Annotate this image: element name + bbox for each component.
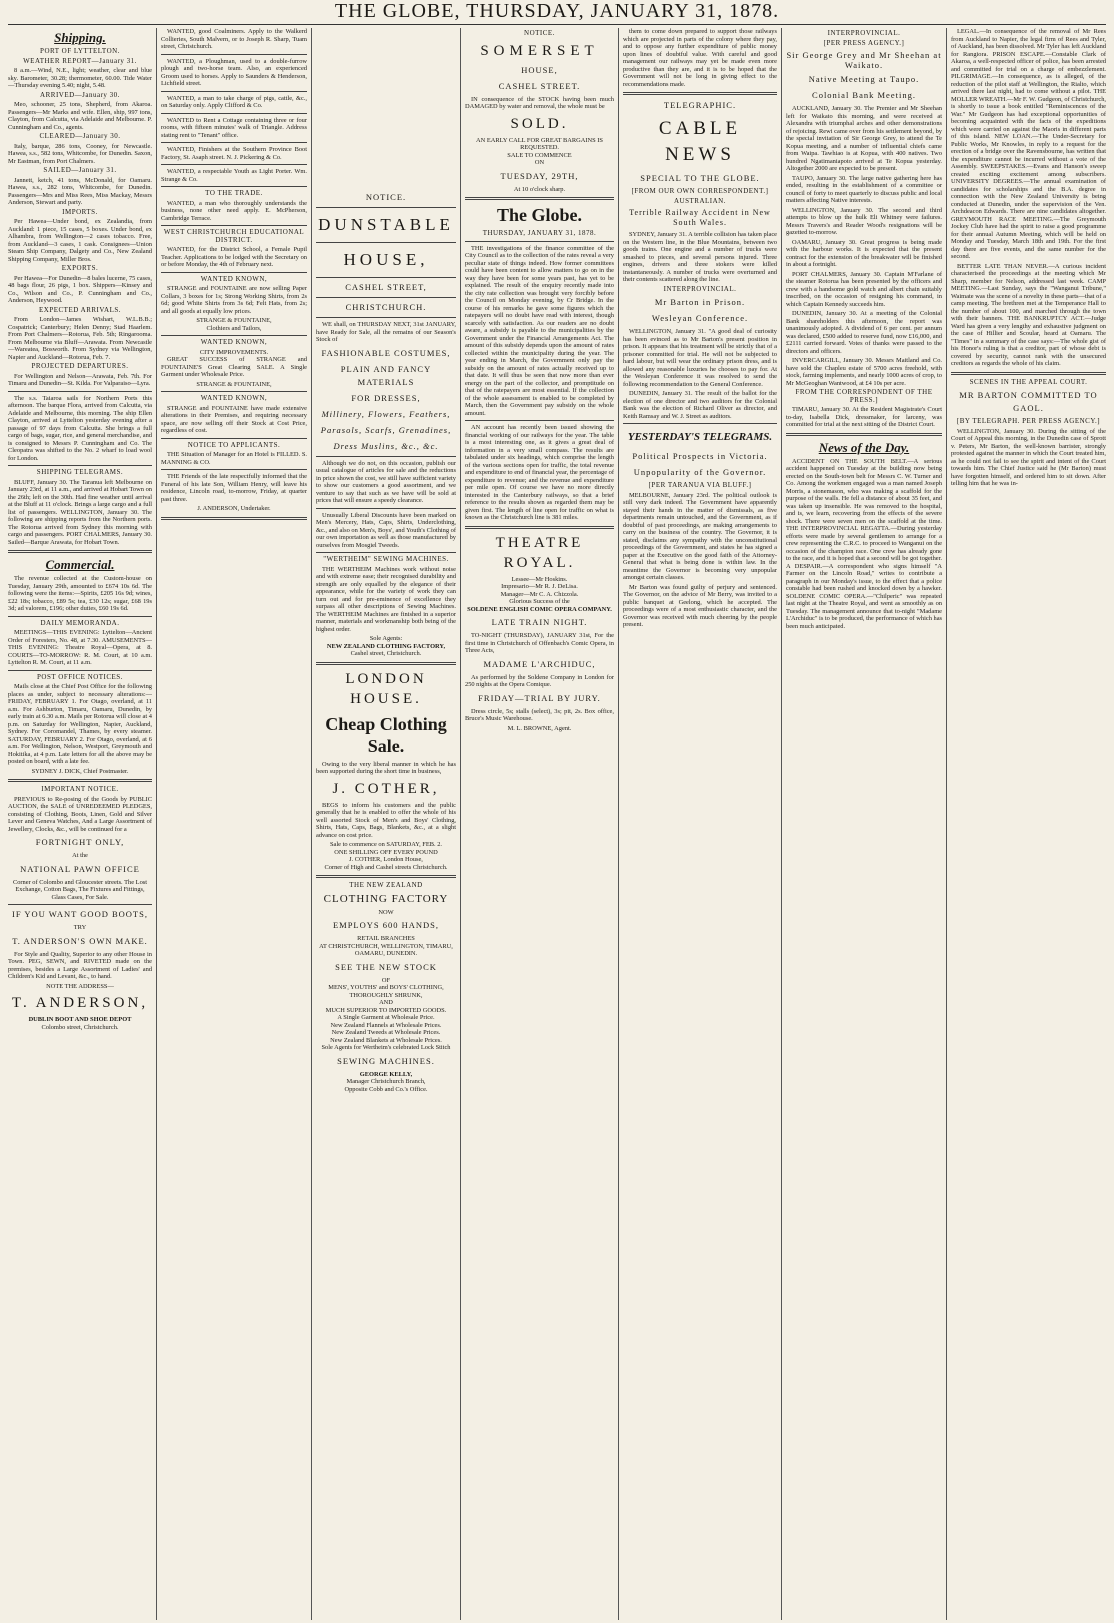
paragraph: OAMARU, January 30. Great progress is being made with the harbour works. It is expected that the present contract for the extension of the breakwater will be finished in about a fortnight. bbox=[786, 238, 942, 268]
column-news-continued bbox=[951, 28, 1106, 1620]
subheading: [PER PRESS AGENCY.] bbox=[823, 38, 905, 47]
subheading: SCENES IN THE APPEAL COURT. bbox=[969, 377, 1088, 386]
divider bbox=[8, 616, 152, 617]
divider bbox=[161, 272, 307, 273]
ad-line: SALE TO COMMENCE bbox=[507, 151, 572, 159]
divider bbox=[623, 92, 777, 95]
paragraph: SYDNEY, January 31. A terrible collision has taken place on the Western line, in the Blue Mountains, between two goods trains. One engine and a number of trucks were smashed to pieces, and several persons injured. Three engines, drivers and three stokers were killed instantaneously. A number of trucks were overturned and their contents scattered along the line. bbox=[623, 231, 777, 283]
ad-heading: LATE TRAIN NIGHT. bbox=[491, 617, 588, 627]
ad-heading: MADAME L'ARCHIDUC, bbox=[483, 658, 596, 669]
divider bbox=[8, 391, 152, 392]
classified-ad: WANTED, a Ploughman, used to a double-furrow plough and two-horse team. Also, an experienced Groom used to horses. Apply to Saunders & Henderson, Lichfield street. bbox=[161, 57, 307, 87]
ad-heading: IF YOU WANT GOOD BOOTS, bbox=[12, 909, 148, 919]
paragraph: WELLINGTON, January 30. During the sitting of the Court of Appeal this morning, in the Dunedin case of Sprott v. Peters, Mr Barton, the well-known barrister, strongly protested against the manner in which the Court treated him, as he could not fail to see the spirit and intent of the Court towards him. The Chief Justice said he (Mr Barton) must have forgotten himself, and ordered him to sit down. After telling him that he was in- bbox=[951, 427, 1106, 487]
dunstable-ad bbox=[161, 560, 307, 1620]
paragraph: TO-NIGHT (THURSDAY), JANUARY 31st, For the first time in Christchurch of Offenbach's Comic Opera, in Three Acts, bbox=[465, 632, 614, 654]
paragraph: WELLINGTON, January 31. "A good deal of curiosity has been evinced as to Mr Barton's present position in prison. It appears that his treatment will be strictly that of a prisoner committed for trial. He will not be subjected to hard labour, but will wear the ordinary prison dress, and is allowed any reasonable luxuries he chooses to pay for. At the Wesleyan Conference it was resolved to send the following recommendation to the General Conference. bbox=[623, 328, 777, 388]
ad-line: NOW bbox=[378, 908, 394, 916]
ad-line: J. ANDERSON, Undertaker. bbox=[197, 505, 271, 512]
paragraph: MEETINGS—THIS EVENING: Lyttelton—Ancient Order of Foresters, No. 48, at 7.30. AMUSEMENTS—THIS EVENING: Theatre Royal—Opera, at 8. COURTS—TO-MORROW: R. M. Court, at 10 a.m. Lyttelton R. M. Court, at 11 a.m. bbox=[8, 629, 152, 666]
classified-ad: WANTED, for the District School, a Female Pupil Teacher. Applications to be lodged with the Secretary on or before Monday, the 4th of February next. bbox=[161, 246, 307, 268]
ad-line: THOROUGHLY SHRUNK, bbox=[349, 991, 423, 999]
divider bbox=[316, 508, 456, 509]
subheading: FROM THE CORRESPONDENT OF THE PRESS.] bbox=[795, 388, 933, 404]
paragraph: For Wellington and Nelson—Arawata, Feb. 7th. For Timaru and Dunedin—St. Kilda. For Valparaiso—Lyra. bbox=[8, 372, 152, 387]
paragraph: DUNEDIN, January 31. The result of the ballot for the election of one director and two auditors for the Colonial Bank was the election of Richard Oliver as director, and Keith Ramsay and W. J. Street as auditors. bbox=[623, 390, 777, 420]
classified-ad: GREAT SUCCESS of STRANGE and FOUNTAINE'S Great Clearing SALE. A Single Garment under Wholesale Price. bbox=[161, 356, 307, 378]
ad-title: SOLD. bbox=[510, 115, 569, 132]
paragraph: ACCIDENT ON THE SOUTH BELT.—A serious accident happened on Tuesday at the building now being erected on the South-town belt for Messrs C. W. Turner and Co. Among the workmen engaged was a man named Joseph Morris, a stonemason, who was making a scaffold for the purpose of the walls. He fell a distance of about 35 feet, and was taken up insensible. He was removed to the hospital, and is, we learn, recovering from the effects of the severe shock. There were seven men on the scaffold at the time. THE INTERPROVINCIAL REGATTA.—During yesterday efforts were made by several gentlemen to arrange for a crew representing the C.R.C. to proceed to Wanganui on the occasion of the champion race. One crew has already gone to the race, and it is hoped that a second will be got together. A DESPAIR.—A correspondent who signs himself "A Farmer on the Lincoln Road," writes to contribute a paragraph in our Monday's issue, to the effect that a police constable had been rushed and knocked down by a hawker. SOLDENE COMIC OPERA.—"Chilperic" was repeated last night at the Theatre Royal, and went as smoothly as on Tuesday. The management announce that to-night "Madame L'Archiduc" is to be produced, the performance of which has been much anticipated. bbox=[786, 457, 942, 630]
divider bbox=[161, 164, 307, 165]
paragraph: Per Hawea—For Dunedin—8 bales lucerne, 75 cases, 48 bags flour, 26 pigs, 1 box. Shippers—Kinsey and Co., Wilson and Co., P. Cunningham and Co., Anderson, Heywood. bbox=[8, 274, 152, 304]
ad-line: Clothiers and Tailors, bbox=[206, 324, 262, 332]
divider bbox=[161, 335, 307, 336]
paragraph: Italy, barque, 286 tons, Cooney, for Newcastle. Hawea, s.s., 582 tons, Whitcombe, for Dunedin. Saxon, Mr Eastman, from Port Chalmers. bbox=[8, 142, 152, 165]
subheading: WEST CHRISTCHURCH EDUCATIONAL DISTRICT. bbox=[163, 228, 305, 244]
subheading: NOTICE TO APPLICANTS. bbox=[187, 440, 281, 449]
column-leader bbox=[465, 28, 614, 1620]
paragraph: For Style and Quality, Superior to any other House in Town. PEG, SEWN, and RIVETED made on the premises, besides a Large Assortment of Ladies' and Children's Kid and Levant, &c., to hand. bbox=[8, 950, 152, 980]
paragraph: BLUFF, January 30. The Taranua left Melbourne on January 23rd, at 11 a.m., and arrived at Hobart Town on the 26th; left on the 30th. Had fine weather until arrival at the Bluff at 11 o'clock. Brings a large cargo and a full list of passengers. WELLINGTON, January 30. The following are shipping reports from the Northern ports. The Rotorua arrived from Sydney this morning with cargo and passengers. PORT CHALMERS, January 30. Sailed—Barque Arawata, for Hobart Town. bbox=[8, 478, 152, 546]
ad-name: T. ANDERSON, bbox=[11, 995, 149, 1011]
ad-heading: Parasols, Scarfs, Grenadines, bbox=[320, 424, 452, 435]
editorial-paragraph: THE investigations of the finance committee of the City Council as to the collection of the rates reveal a very peculiar state of things indeed. How former committees could have been content to allow matters to go on in the way they have been for some years past, has yet to be explained. The result of the enquiry recently made into the city rate collection was brought very forcibly before the Council on Monday evening, by Cr Bridge. In the course of his remarks he gave some figures which the ratepayers will no doubt have read with interest, though scarcely with satisfaction. As our readers are no doubt aware, a subsidy is payable to the municipalities by the Government under the Financial Arrangements Act. The amount of this subsidy depends upon the amount of rates collected within the municipality during the year. The year ending in March, the Government only pay the subsidy on the amount of rates actually received up to that date. It will thus be seen that now more than ever energy on the part of the collector, and promptitude on that of the ratepayers are most essential. If the collection of the whole assessment is enabled to be completed by March, then the Government pay subsidy on the whole amount. bbox=[465, 244, 614, 417]
classified-ad: THE Friends of the late respectfully informed that the Funeral of his late Son, William Henry, will leave his residence, Lincoln road, to-morrow, Friday, at quarter past three. bbox=[161, 473, 307, 503]
divider bbox=[161, 113, 307, 114]
ad-line: Manager—Mr C. A. Chizzola. bbox=[500, 590, 579, 598]
divider bbox=[623, 423, 777, 424]
headline: Terrible Railway Accident in New South Wales. bbox=[629, 208, 771, 227]
section-title: Commercial. bbox=[45, 557, 115, 572]
subheading: PROJECTED DEPARTURES. bbox=[31, 362, 129, 370]
divider bbox=[161, 91, 307, 92]
newspaper-title: The Globe. bbox=[496, 205, 582, 225]
top-rule bbox=[8, 24, 1106, 25]
paragraph: Mails close at the Chief Post Office for the following places as under, subject to necessary alterations:— FRIDAY, FEBRUARY 1. For Otago, overland, at 11 a.m. For Ashburton, Timaru, Oamaru, Dunedin, by early train at 6.30 a.m. Mails per Rotorua will close at 4 p.m. on Saturday for Wellington, Napier, Auckland, Sydney. For Coromandel, Thames, by every steamer. SATURDAY, FEBRUARY 2. For Otago, overland, at 6 a.m. For Wellington, Nelson, Westport, Greymouth and Hokitika, at 4 p.m. Late letters for all the above may be posted on board, with a late fee. bbox=[8, 683, 152, 765]
headline: Unpopularity of the Governor. bbox=[633, 467, 767, 477]
paragraph: PREVIOUS to Re-posing of the Goods by PUBLIC AUCTION, the SALE of UNREDEEMED PLEDGES, consisting of Clothing, Boots, Linen, Gold and Silver Lever and Geneva Watches, And a Large Assortment of Jewellery, Clocks, &c., will be continued for a bbox=[8, 795, 152, 833]
paragraph: Unusually Liberal Discounts have been marked on Men's Mercery, Hats, Caps, Shirts, Underclothing, &c., and also on Men's, Boys', and Youth's Clothing of our own importation as well as those manufactured by ourselves from Mosgiel Tweeds. bbox=[316, 511, 456, 549]
divider bbox=[316, 552, 456, 553]
divider bbox=[951, 372, 1106, 375]
divider bbox=[316, 317, 456, 318]
divider bbox=[316, 456, 456, 457]
ad-heading: SEE THE NEW STOCK bbox=[335, 961, 437, 972]
divider bbox=[161, 142, 307, 143]
divider bbox=[161, 225, 307, 226]
ad-line: GEORGE KELLY, bbox=[359, 1070, 413, 1078]
ad-line: AN EARLY CALL FOR GREAT BARGAINS IS REQUESTED. bbox=[476, 136, 603, 151]
ad-line: ONE SHILLING OFF EVERY POUND bbox=[334, 848, 438, 856]
subheading: NOTICE. bbox=[524, 29, 555, 37]
divider bbox=[8, 550, 152, 553]
ad-line: Manager Christchurch Branch, bbox=[346, 1078, 426, 1085]
ad-line: Lessee—Mr Hoskins. bbox=[511, 575, 568, 583]
ad-line: MUCH SUPERIOR TO IMPORTED GOODS. bbox=[325, 1006, 447, 1014]
subheading: AUSTRALIAN. bbox=[674, 196, 726, 205]
ad-heading: CHRISTCHURCH. bbox=[345, 302, 427, 312]
paragraph: The revenue collected at the Custom-house on Tuesday, January 29th, amounted to £674 10s 6d. The following were the items:—Spirits, £205 16s 9d; wines, £22 18s; tobacco, £89 5s; tea, £30 12s; sugar, £68 19s 3d; ad valorem, £196; other duties, £60 19s 6d. bbox=[8, 575, 152, 612]
ad-heading: FRIDAY—TRIAL BY JURY. bbox=[478, 692, 601, 703]
divider bbox=[161, 186, 307, 187]
ad-line: New Zealand Tweeds at Wholesale Prices. bbox=[331, 1029, 441, 1036]
ad-heading: CASHEL STREET, bbox=[345, 282, 427, 292]
paragraph: TIMARU, January 30. At the Resident Magistrate's Court to-day, Isabella Dick, dressmaker, for larceny, was committed for trial at the next sitting of the District Court. bbox=[786, 406, 942, 428]
subheading: ARRIVED—January 30. bbox=[40, 90, 120, 99]
editorial-paragraph: AN account has recently been issued showing the financial working of our railways for the year. The table is a most interesting one, as it gives a great deal of information in a very small compass. The results are tabulated under six headings, which comprise the length of the various sections open for traffic, the total revenue and expenditure to end of financial year, the percentage of expenditure to revenue; and the revenue and expenditure per mile open. Of course we have no more directly interested in the Canterbury railways, so that a brief reference to the results shown as regarded them may be given first. The length of line open for traffic on what is known as the Christchurch line is 381 miles. bbox=[465, 424, 614, 521]
ad-line: At the bbox=[72, 852, 88, 859]
divider bbox=[8, 465, 152, 466]
ad-heading: EMPLOYS 600 HANDS, bbox=[332, 920, 440, 930]
divider bbox=[161, 517, 307, 520]
ad-heading: NATIONAL PAWN OFFICE bbox=[20, 863, 140, 874]
ad-heading: Dress Muslins, &c., &c. bbox=[333, 440, 439, 451]
ad-line: At 10 o'clock sharp. bbox=[513, 185, 566, 193]
headline: Mr Barton in Prison. bbox=[654, 297, 746, 307]
subheading: [PER TARANUA VIA BLUFF.] bbox=[648, 481, 752, 489]
divider bbox=[8, 904, 152, 905]
section-title: News of the Day. bbox=[818, 439, 910, 455]
subheading: CLEARED—January 30. bbox=[39, 132, 121, 140]
subheading: WANTED KNOWN, bbox=[200, 338, 268, 346]
section-title: Shipping. bbox=[54, 30, 106, 45]
subheading: WANTED KNOWN, bbox=[200, 274, 268, 283]
ad-line: Colombo street, Christchurch. bbox=[41, 1023, 119, 1031]
ad-heading: FORTNIGHT ONLY, bbox=[35, 837, 125, 847]
dateline: THURSDAY, JANUARY 31, 1878. bbox=[482, 229, 597, 237]
ad-line: J. COTHER, London House, bbox=[349, 856, 423, 863]
divider bbox=[161, 391, 307, 392]
ad-line: RETAIL BRANCHES bbox=[357, 935, 415, 942]
paragraph: BETTER LATE THAN NEVER.—A curious incident characterised the proceedings at the meeting which Mr Sharp, member for Nelson, addressed last week. CAMP MEETING.—Last Sunday, says the "Wanganui Tribune," Waimate was the scene of a novelty in these parts—that of a camp meeting. The brethren met at the Temperance Hall to the number of about 100, and marched through the town with their banners. THE BANKRUPTCY ACT.—Judge Ward has given a very lengthy and exhaustive judgment on the case of Hillier and Scoular, heard at Oamaru. The "Times" in a summary of the case says:—The whole gist of his Honor's ruling is that a creditor, part of whose debt is covered by security, cannot rank with the unsecured creditors as regards the whole of his claim. bbox=[951, 262, 1106, 367]
masthead: THE GLOBE, THURSDAY, JANUARY 31, 1878. bbox=[334, 0, 780, 22]
ad-title: Cheap Clothing Sale. bbox=[325, 713, 447, 756]
ad-heading: FOR DRESSES, bbox=[351, 392, 421, 403]
classified-ad: STRANGE and FOUNTAINE have made extensive alterations in their Premises, and requiring necessary space, are now selling off their Stock at Cost Price, regardless of cost. bbox=[161, 404, 307, 434]
subheading: INTERPROVINCIAL. bbox=[827, 29, 901, 37]
headline: Colonial Bank Meeting. bbox=[812, 90, 916, 100]
paragraph: Mr Barton was found guilty of perjury and sentenced. The Governor, on the advice of Mr Berry, was invited to a public banquet at Geelong, which he accepted. The proceedings were of a most enthusiastic character, and the Governor was received with much cheering by the people present. bbox=[623, 583, 777, 628]
section-title: YESTERDAY'S TELEGRAMS. bbox=[627, 431, 773, 443]
ad-heading: SPECIAL TO THE GLOBE. bbox=[640, 173, 760, 183]
paragraph: From London—James Wishart, W.L.B.B.; Cospatrick; Canterbury; Helen Denny; Stad Haarlem. From Port Chalmers—Rotorua, Feb. 5th; Ringarooma. From Melbourne via Bluff—Arawata. From Newcastle—Wareatea, Bosworth. From Sydney via Wellington, Napier and Auckland—Rotorua, Feb. 7. bbox=[8, 316, 152, 361]
paragraph: Owing to the very liberal manner in which he has been supported during the short time in business, bbox=[316, 760, 456, 775]
section-title: CABLE NEWS bbox=[658, 118, 742, 165]
paragraph: Meo, schooner, 25 tons, Shepherd, from Akaroa. Passengers—Mr Marks and wife. Ellen, ship, 997 tons, Clayton, from Calcutta, via Adelaide and Melbourne. P. Cunningham and Co., agents. bbox=[8, 101, 152, 131]
divider bbox=[465, 241, 614, 242]
classified-ad: WANTED, Finishers at the Southern Province Boot Factory, St. Asaph street. N. J. Pickering & Co. bbox=[161, 146, 307, 161]
paragraph: WELLINGTON, January 30. The second and third attempts to blow up the hulk Eli Whitney were failures. Messrs Travers's and Reader Wood's resignations will be gazetted to-morrow. bbox=[786, 206, 942, 236]
divider bbox=[465, 197, 614, 200]
ad-line: M. L. BROWNE, Agent. bbox=[507, 724, 572, 732]
ad-heading: NOTICE. bbox=[365, 192, 407, 202]
ad-line: CITY IMPROVEMENTS. bbox=[199, 348, 269, 356]
ad-line: New Zealand Blankets at Wholesale Prices. bbox=[330, 1036, 442, 1044]
paragraph: The s.s. Taiaroa sails for Northern Ports this afternoon. The barque Flora, arrived from Calcutta, via Adelaide and Melbourne, this morning. The ship Ellen Clayton, arrived at Lyttelton yesterday evening after a passage of 97 days from Calcutta. She brings a full cargo of bags, sugar, rice, and general merchandise, and is consigned to Messrs P. Cunningham and Co. The Cleopatra was shifted to the No. 2 wharf to load wool for London. bbox=[8, 394, 152, 462]
ad-line: DUBLIN BOOT AND SHOE DEPOT bbox=[28, 1016, 132, 1023]
subheading: SAILED—January 31. bbox=[43, 166, 117, 174]
paragraph: Although we do not, on this occasion, publish our usual catalogue of articles for sale and the reductions in price shown the cost, we still have sufficient variety to show our customers a good assortment, and we venture to say that such as we have will be sold at prices that will ensure a speedy clearance. bbox=[316, 459, 456, 504]
classified-ad: WANTED, good Coalminers. Apply to the Walkerd Collieries, South Malvern, or to Joseph R. Sharp, Tuam street, Christchurch. bbox=[161, 28, 307, 50]
divider bbox=[161, 54, 307, 55]
ad-title: CLOTHING FACTORY bbox=[323, 892, 449, 905]
column-telegraphic bbox=[623, 28, 777, 1620]
headline: Wesleyan Conference. bbox=[651, 313, 749, 323]
ad-line: NOTE THE ADDRESS— bbox=[46, 982, 114, 990]
ad-heading: FASHIONABLE COSTUMES, bbox=[321, 347, 451, 358]
ad-line: AND bbox=[379, 999, 393, 1006]
divider bbox=[465, 526, 614, 529]
ad-line: Sale to commence on SATURDAY, FEB. 2. bbox=[329, 841, 442, 848]
classified-ad: WANTED to Rent a Cottage containing three or four rooms, with fifteen minutes' walk of Triangle. Address stating rent to "Tenant" office. bbox=[161, 116, 307, 139]
paragraph: INVERCARGILL, January 30. Messrs Maitland and Co. have sold the Chapleu estate of 5700 acres freehold, with stock, farming implements, and nearly 1000 acres of crop, to Mr McGeoghan Wantwood, at £4 10s per acre. bbox=[786, 357, 942, 387]
ad-line: Glorious Success of the bbox=[509, 598, 570, 605]
divider bbox=[8, 779, 152, 782]
paragraph: DUNEDIN, January 30. At a meeting of the Colonial Bank shareholders this afternoon, the report was unanimously adopted. A dividend of 6 per cent. per annum was declared, £500 added to reserve fund, now £16,000, and £2111 carried forward. Votes of thanks were passed to the directors and officers. bbox=[786, 310, 942, 355]
ad-line: AT CHRISTCHURCH, WELLINGTON, TIMARU, OAMARU, DUNEDIN. bbox=[319, 942, 453, 957]
headline: Native Meeting at Taupo. bbox=[808, 74, 920, 84]
ad-line: STRANGE & FOUNTAINE, bbox=[196, 380, 272, 388]
column-shipping bbox=[8, 28, 152, 1620]
subheading: WANTED KNOWN, bbox=[200, 394, 268, 402]
divider bbox=[465, 420, 614, 421]
ad-title: LONDON HOUSE. bbox=[345, 670, 427, 707]
column-rule bbox=[781, 28, 782, 1620]
paragraph: MELBOURNE, January 23rd. The political outlook is still very dark indeed. The Government have apparently stayed their hands in the matter of dismissals, as five departments remain untouched, and the Government, as if doubtful of past proceedings, are making arrangements to carry on the business of the country. The Governor, it is stated, disclaims any sympathy with the unconstitutional proceedings of the Government, and states he has signed a paper at the Executive on the good faith of the Attorney-General that what is being done is within law. In the meantime the Governor is becoming very unpopular amongst certain classes. bbox=[623, 491, 777, 581]
ad-heading: PLAIN AND FANCY MATERIALS bbox=[340, 363, 432, 387]
paragraph: AUCKLAND, January 30. The Premier and Mr Sheehan left for Waikato this morning, and were received at Alexandra with triumphal arches and other demonstrations of rejoicing. Rewi came over from his settlement beyond, by the special invitation of Sir George Grey, to attend the Te Kopua meeting, and a number of influential chiefs came from Waipa. Tawhiao is at Kopua, with 400 natives. Two hundred Ngatimaniapoto arrived at Te Kopua yesterday. Altogether 2000 are expected to be present. bbox=[786, 105, 942, 172]
divider bbox=[316, 242, 456, 243]
paragraph: PORT CHALMERS, January 30. Captain M'Farlane of the steamer Rotorua has been presented by the officers and crew with a handsome gold watch and albert chain suitably inscribed, on the occasion of resigning his command, in which Captain Kennedy succeeds him. bbox=[786, 270, 942, 308]
ad-line: SOLDENE ENGLISH COMIC OPERA COMPANY. bbox=[467, 605, 612, 613]
column-dunstable-house bbox=[316, 28, 456, 1620]
ad-line: TRY bbox=[73, 924, 87, 931]
subheading: EXPECTED ARRIVALS. bbox=[39, 305, 121, 314]
subheading: EXPORTS. bbox=[61, 264, 99, 272]
ad-title: SOMERSET bbox=[480, 42, 599, 59]
subheading: SHIPPING TELEGRAMS. bbox=[36, 468, 124, 476]
column-rule bbox=[946, 28, 947, 1620]
column-interprovincial bbox=[786, 28, 942, 1620]
ad-line: STRANGE & FOUNTAINE, bbox=[196, 317, 272, 324]
subheading: PORT OF LYTTELTON. bbox=[40, 47, 120, 55]
divider bbox=[786, 433, 942, 436]
ad-line: New Zealand Flannels at Wholesale Prices. bbox=[330, 1021, 442, 1029]
divider bbox=[8, 670, 152, 671]
paragraph: BEGS to inform his customers and the public generally that he is enabled to offer the whole of his well assorted Stock of Men's and Boys' Clothing, Shirts, Hats, Caps, Bags, Blankets, &c., at a slight advance on cost price. bbox=[316, 801, 456, 839]
classified-ad: STRANGE and FOUNTAINE are now selling Paper Collars, 3 boxes for 1s; Strong Working Shirts, from 2s 6d; good White Shirts from 3s 6d; Felt Hats, from 2s; and all goods at equally low prices. bbox=[161, 285, 307, 315]
headline: Sir George Grey and Mr Sheehan at Waikato. bbox=[786, 50, 942, 70]
column-rule bbox=[311, 28, 312, 1620]
divider bbox=[316, 277, 456, 278]
paragraph: As performed by the Soldene Company in London for 250 nights at the Opera Comique. bbox=[465, 673, 614, 688]
ad-title: DUNSTABLE bbox=[318, 215, 454, 234]
classified-ad: WANTED, a respectable Youth as Light Porter. Wm. Strange & Co. bbox=[161, 168, 307, 183]
subheading: WEATHER REPORT—January 31. bbox=[23, 56, 137, 65]
ad-line: Sole Agents: bbox=[369, 635, 403, 642]
ad-heading: TELEGRAPHIC. bbox=[663, 100, 737, 110]
ad-line: Corner of High and Cashel streets Christchurch. bbox=[324, 863, 448, 871]
paragraph: Dress circle, 5s; stalls (select), 3s; pit, 2s. Box office, Bruce's Music Warehouse. bbox=[465, 707, 614, 722]
ad-heading: TUESDAY, 29TH, bbox=[500, 170, 579, 181]
ad-line: MENS', YOUTHS' and BOYS' CLOTHING, bbox=[328, 984, 444, 991]
subheading: [FROM OUR OWN CORRESPONDENT.] bbox=[631, 187, 769, 195]
subheading: [BY TELEGRAPH. PER PRESS AGENCY.] bbox=[956, 417, 1101, 425]
ad-name: J. COTHER, bbox=[332, 780, 440, 797]
paragraph: 8 a.m.—Wind, N.E., light; weather, clear and blue sky. Barometer, 30.28; thermometer, 60.00. Tide Water—Thursday evening 5.40; night, 5.48. bbox=[8, 67, 152, 89]
classified-ad: THE Situation of Manager for an Hotel is FILLED. S. MANNING & CO. bbox=[161, 451, 307, 466]
divider bbox=[161, 438, 307, 439]
editorial-paragraph: them to come down prepared to support those railways which are projected in parts of the colony where they pay, and to oppose any further expenditure of public money upon lines of doubtful value. With careful and good management our railways may yet be made even more productive than they are, and it is to be hoped that the Government will not be long in giving effect to the recommendations made. bbox=[623, 28, 777, 88]
ad-title: HOUSE, bbox=[343, 250, 429, 269]
ad-heading: SEWING MACHINES. bbox=[337, 1055, 435, 1066]
signature: SYDNEY J. DICK, Chief Postmaster. bbox=[31, 767, 129, 775]
subheading: INTERPROVINCIAL. bbox=[663, 284, 737, 293]
column-rule bbox=[156, 28, 157, 1620]
divider bbox=[316, 207, 456, 208]
ad-line: Sole Agents for Wertheim's celebrated Lock Stitch bbox=[321, 1044, 451, 1051]
subheading: DAILY MEMORANDA. bbox=[40, 618, 120, 627]
subheading: IMPORTS. bbox=[62, 207, 98, 216]
divider bbox=[316, 297, 456, 298]
paragraph: Jannett, ketch, 41 tons, McDonald, for Oamaru. Hawea, s.s., 282 tons, Whitcombe, for Dunedin. Passengers—Mrs and Miss Rees, Miss Mackay, Messrs Anderson, Stewart and party. bbox=[8, 176, 152, 206]
ad-line: OF bbox=[381, 976, 391, 984]
subheading: THE NEW ZEALAND bbox=[349, 881, 423, 889]
subheading: POST OFFICE NOTICES. bbox=[37, 672, 123, 681]
paragraph: Per Hawea—Under bond, ex Zealandia, from Auckland: 1 piece, 15 cases, 5 boxes. Under bond, ex Alhambra, from Wellington—2 cases tobacco. Free, from Auckland—3 cases, 1 cask. Consignees—Union Steam Ship Company, Dalgety and Co., New Zealand Shipping Company, Miller Bros. bbox=[8, 218, 152, 263]
subheading: TO THE TRADE. bbox=[205, 189, 263, 197]
headline: MR BARTON COMMITTED TO GAOL. bbox=[959, 390, 1098, 413]
ad-line: Opposite Cobb and Co.'s Office. bbox=[344, 1085, 428, 1093]
ad-line: A Single Garment at Wholesale Price. bbox=[337, 1014, 435, 1021]
divider bbox=[316, 875, 456, 878]
classified-ad: WANTED, a man who thoroughly understands the business, none other need apply. E. McPherson, Cambridge Terrace. bbox=[161, 199, 307, 222]
ad-heading: Millinery, Flowers, Feathers, bbox=[321, 408, 451, 419]
ad-heading: T. ANDERSON'S OWN MAKE. bbox=[12, 935, 148, 946]
divider bbox=[316, 662, 456, 665]
column-rule bbox=[460, 28, 461, 1620]
divider bbox=[161, 469, 307, 470]
paragraph: WE shall, on THURSDAY NEXT, 31st JANUARY, have Ready for Sale, all the remains of our Season's Stock of bbox=[316, 321, 456, 343]
paragraph: LEGAL.—In consequence of the removal of Mr Rees from Auckland to Napier, the legal firm of Rees and Tyler, of Auckland, has been dissolved. Mr Tyler has left Auckland for Rangiora. PRISON ESCAPE.—Constable Clark of Akaroa, a well-respected officer of police, has been arrested and committed for trial on a charge of embezzlement. PILGRIMAGE.—In consequence, as is alleged, of the reduction of the pilot staff at Wellington, the Rialto, which arrived there last night, had to come without a pilot. THE MOLLER WREATH.—Mr F. W. Gudgeon, of Christchurch, is shortly to issue a book entitled "Reminiscences of the War." Mr Gudgeon has had exceptional opportunities of becoming acquainted with the facts of the expeditions which were carried on against the Maoris in different parts of this island. NEW LOAN.—The Under-Secretary for Public Works, Mr Knowles, in reply to a request for the erection of a bridge over the Ravensbourne, has written that the expenditure cannot be incurred without a vote of the Assembly. SWEEPSTAKES.—Evans and Hanson's sweep created exciting excitement among subscribers. UNIVERSITY DEGREES.—The annual examination of candidates for scholarships and the B.A. degree in connection with the New Zealand University is being conducted at Dunedin, under the supervision of the Ven. Archdeacon Edwards. There are nine candidates altogether. GREYMOUTH RACE MEETING.—The Greymouth Jockey Club have had the spirit to raise a good programme for their annual Autumn Meeting, which will be held on Monday and Tuesday, March 18th and 19th. For the first day there are five events, and the same number for the second. bbox=[951, 28, 1106, 260]
ad-line: ON bbox=[534, 159, 545, 166]
paragraph: IN consequence of the STOCK having been much DAMAGED by water and removal, the whole must be bbox=[465, 95, 614, 110]
ad-line: Impresario—Mr R. J. DeLisa. bbox=[501, 583, 578, 590]
ad-line: Cashel street, Christchurch. bbox=[350, 650, 422, 657]
subheading: IMPORTANT NOTICE. bbox=[41, 785, 119, 793]
subheading: "WERTHEIM" SEWING MACHINES. bbox=[323, 555, 449, 563]
column-rule bbox=[618, 28, 619, 1620]
ad-heading: CASHEL STREET. bbox=[498, 80, 581, 91]
paragraph: TAUPO, January 30. The large native gathering here has ended, resulting in the establishment of a committee or council of forty to meet quarterly to discuss public and local matters affecting Native interests. bbox=[786, 174, 942, 204]
paragraph: THE WERTHEIM Machines work without noise and with extreme ease; their recognised durability and strength are only equalled by the elegance of their appearance, while for the variety of work they can turn out and for pre-eminence of excellence they surpass all other descriptions of Sewing Machines. The WERTHEIM Machines are finished in a superior manner, materials and workmanship both being of the highest order. bbox=[316, 565, 456, 633]
classified-ad: WANTED, a man to take charge of pigs, cattle, &c., on Saturday only. Apply Clifford & Co. bbox=[161, 94, 307, 109]
headline: Political Prospects in Victoria. bbox=[632, 451, 768, 461]
ad-line: NEW ZEALAND CLOTHING FACTORY, bbox=[326, 642, 446, 650]
ad-heading: HOUSE, bbox=[521, 64, 558, 75]
ad-line: Corner of Colombo and Gloucester streets. The Lost Exchange, Cotton Bags, The Fixtures and Fittings, Glass Cases, For Sale. bbox=[12, 878, 148, 901]
ad-title: THEATRE ROYAL. bbox=[495, 534, 584, 571]
